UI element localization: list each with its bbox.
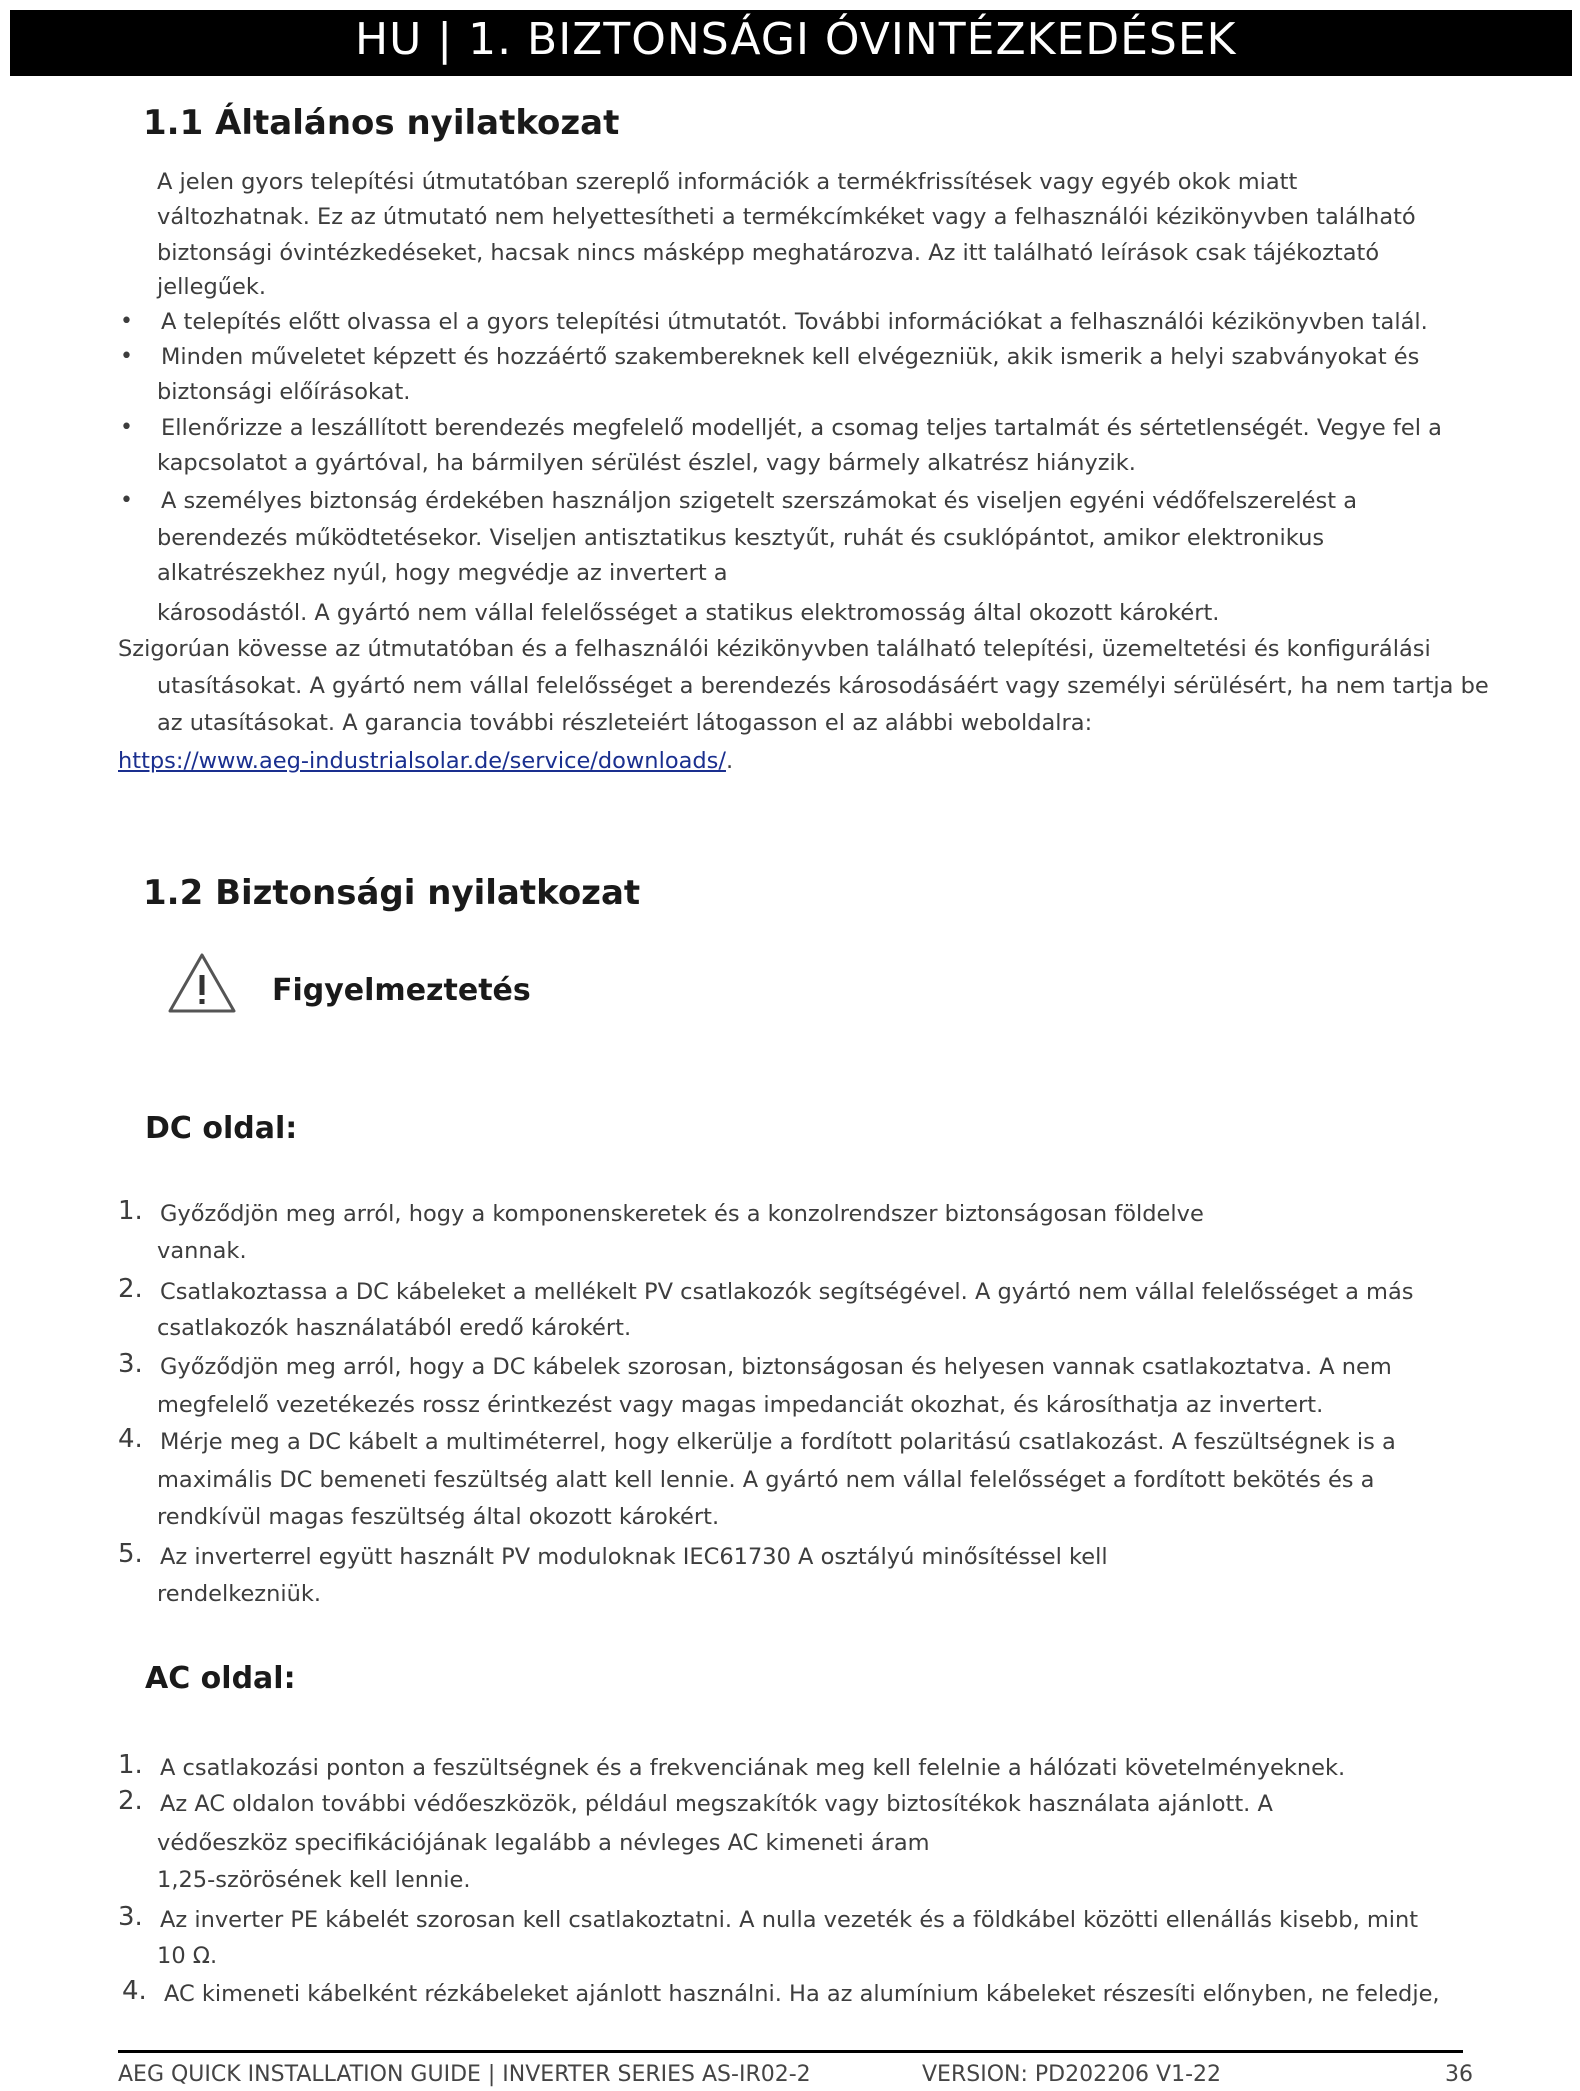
footer-guide-title: AEG QUICK INSTALLATION GUIDE | INVERTER SERIES AS-IR02-2 [118,2062,811,2087]
section-1-1-heading: 1.1 Általános nyilatkozat [143,103,620,143]
ac-item-line: 1,25-szörösének kell lennie. [157,1867,471,1893]
bullet-marker: • [120,309,133,334]
dc-item-line: csatlakozók használatából eredő károkért. [157,1315,632,1341]
continuation-line: károsodástól. A gyártó nem vállal felelősséget a statikus elektromosság által okozott károkért. [157,600,1220,626]
strict-line: az utasításokat. A garancia további részleteiért látogasson el az alábbi weboldalra: [157,710,1093,736]
warning-triangle-icon [166,951,238,1015]
list-number: 3. [118,1902,143,1932]
dc-item-line: Mérje meg a DC kábelt a multiméterrel, hogy elkerülje a fordított polaritású csatlakozást. A feszültségnek is a [160,1429,1396,1455]
dc-item-line: Győződjön meg arról, hogy a komponenskeretek és a konzolrendszer biztonságosan földelve [160,1201,1204,1227]
list-number: 4. [122,1976,147,2006]
dc-item-line: Az inverterrel együtt használt PV moduloknak IEC61730 A osztályú minősítéssel kell [160,1544,1108,1570]
strict-line: Szigorúan kövesse az útmutatóban és a felhasználói kézikönyvben található telepítési, üzemeltetési és konfigurálási [118,636,1431,662]
ac-item-line: AC kimeneti kábelként rézkábeleket ajánlott használni. Ha az alumínium kábeleket részesíti előnyben, ne feledje, [164,1981,1440,2007]
dc-item-line: maximális DC bemeneti feszültség alatt kell lennie. A gyártó nem vállal felelősséget a fordított bekötés és a [157,1467,1375,1493]
dc-item-line: vannak. [157,1238,247,1264]
ac-item-line: védőeszköz specifikációjának legalább a névleges AC kimeneti áram [157,1830,930,1856]
footer-divider [118,2050,1463,2053]
downloads-link-line [118,744,733,779]
intro-line: A jelen gyors telepítési útmutatóban szereplő információk a termékfrissítések vagy egyéb okok miatt [157,169,1298,195]
dc-item-line: megfelelő vezetékezés rossz érintkezést vagy magas impedanciát okozhat, és károsíthatja az invertert. [157,1392,1324,1418]
warning-label: Figyelmeztetés [272,973,531,1008]
ac-heading: AC oldal: [145,1661,296,1696]
section-1-2-heading: 1.2 Biztonsági nyilatkozat [143,873,641,913]
bullet-marker: • [120,344,133,369]
intro-line: biztonsági óvintézkedéseket, hacsak nincs másképp meghatározva. Az itt található leírások csak tájékoztató [157,240,1380,266]
dc-item-line: Csatlakoztassa a DC kábeleket a mellékelt PV csatlakozók segítségével. A gyártó nem vállal felelősséget a más [160,1279,1414,1305]
dc-heading: DC oldal: [145,1111,298,1146]
bullet-line: berendezés működtetésekor. Viseljen antisztatikus kesztyűt, ruhát és csuklópántot, amikor elektronikus [157,525,1325,551]
list-number: 2. [118,1274,143,1304]
ac-item-line: A csatlakozási ponton a feszültségnek és a frekvenciának meg kell felelnie a hálózati követelményeknek. [160,1755,1346,1781]
ac-item-line: Az AC oldalon további védőeszközök, például megszakítók vagy biztosítékok használata ajánlott. A [160,1791,1273,1817]
ac-item-line: Az inverter PE kábelét szorosan kell csatlakoztatni. A nulla vezeték és a földkábel közötti ellenállás kisebb, mint [160,1907,1419,1933]
page-title: HU | 1. BIZTONSÁGI ÓVINTÉZKEDÉSEK [355,14,1237,65]
list-number: 4. [118,1424,143,1454]
bullet-marker: • [120,415,133,440]
downloads-link[interactable]: https://www.aeg-industrialsolar.de/service/downloads/ [118,748,726,774]
dc-item-line: Győződjön meg arról, hogy a DC kábelek szorosan, biztonságosan és helyesen vannak csatlakoztatva. A nem [160,1354,1392,1380]
bullet-line: Ellenőrizze a leszállított berendezés megfelelő modelljét, a csomag teljes tartalmát és sértetlenségét. Vegye fel a [161,415,1442,441]
bullet-line: kapcsolatot a gyártóval, ha bármilyen sérülést észlel, vagy bármely alkatrész hiányzik. [157,450,1136,476]
link-suffix: . [725,748,734,774]
list-number: 2. [118,1786,143,1816]
strict-line: utasításokat. A gyártó nem vállal felelősséget a berendezés károsodásáért vagy személyi sérülésért, ha nem tartja be [157,673,1489,699]
list-number: 5. [118,1539,143,1569]
intro-line: jellegűek. [157,274,267,300]
dc-item-line: rendkívül magas feszültség által okozott károkért. [157,1504,720,1530]
bullet-line: alkatrészekhez nyúl, hogy megvédje az invertert a [157,560,728,586]
bullet-marker: • [120,488,133,513]
bullet-line: Minden műveletet képzett és hozzáértő szakembereknek kell elvégezniük, akik ismerik a helyi szabványokat és [161,344,1420,370]
footer-version: VERSION: PD202206 V1-22 [922,2062,1222,2087]
list-number: 1. [118,1196,143,1226]
bullet-line: A telepítés előtt olvassa el a gyors telepítési útmutatót. További információkat a felhasználói kézikönyvben talál. [161,309,1428,335]
bullet-line: A személyes biztonság érdekében használjon szigetelt szerszámokat és viseljen egyéni védőfelszerelést a [161,488,1357,514]
page-number: 36 [1445,2062,1473,2087]
intro-line: változhatnak. Ez az útmutató nem helyettesítheti a termékcímkéket vagy a felhasználói kézikönyvben található [157,204,1416,230]
list-number: 1. [118,1750,143,1780]
ac-item-line: 10 Ω. [157,1943,218,1969]
list-number: 3. [118,1349,143,1379]
bullet-line: biztonsági előírásokat. [157,379,411,405]
dc-item-line: rendelkezniük. [157,1581,322,1607]
